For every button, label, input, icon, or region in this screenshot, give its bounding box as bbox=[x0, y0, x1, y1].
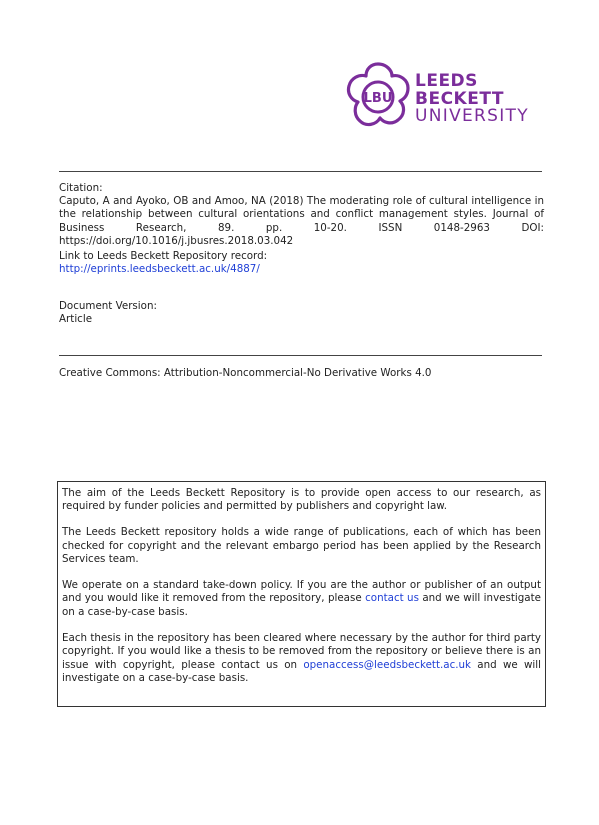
version-value: Article bbox=[59, 313, 93, 325]
notice-takedown-text-end: and we will investigate on a case-by-case basis. bbox=[62, 592, 541, 618]
rose-emblem-icon bbox=[342, 60, 414, 132]
university-logo bbox=[342, 60, 552, 132]
contact-us-link[interactable]: contact us bbox=[365, 592, 419, 605]
repository-notice-box bbox=[57, 481, 546, 707]
logo-monogram: LBU bbox=[363, 91, 393, 106]
notice-takedown-text: We operate on a standard take-down policy. If you are the author or publisher of an output and you would like it removed from the repository, please bbox=[62, 579, 541, 605]
citation-label: Citation: bbox=[59, 182, 103, 194]
middle-divider bbox=[59, 355, 542, 356]
repository-link[interactable]: http://eprints.leedsbeckett.ac.uk/4887/ bbox=[59, 263, 260, 275]
repository-label: Link to Leeds Beckett Repository record: bbox=[59, 250, 268, 262]
notice-paragraph-takedown bbox=[62, 579, 541, 619]
notice-paragraph-aim: The aim of the Leeds Beckett Repository is to provide open access to our research, as required by funder policies and permitted by publishers and copyright law. bbox=[62, 487, 541, 513]
logo-line-leeds: LEEDS bbox=[415, 71, 478, 91]
version-label: Document Version: bbox=[59, 300, 157, 312]
logo-line-beckett: BECKETT bbox=[415, 88, 504, 109]
logo-wordmark bbox=[415, 73, 529, 126]
top-divider bbox=[59, 171, 542, 172]
notice-paragraph-thesis bbox=[62, 632, 541, 686]
citation-text: Caputo, A and Ayoko, OB and Amoo, NA (2018) The moderating role of cultural intelligence in the relationship between cultural orientations and conflict management styles. Journal of Business Research, 89. pp. 10-20. ISSN 0148-2963 DOI: https://doi.org/10.1016/j.jbusres.2018.03.042 bbox=[59, 195, 544, 248]
notice-thesis-text-end: and we will investigate on a case-by-case basis. bbox=[62, 658, 542, 684]
license-text: Creative Commons: Attribution-Noncommercial-No Derivative Works 4.0 bbox=[59, 367, 432, 379]
notice-paragraph-holdings: The Leeds Beckett repository holds a wide range of publications, each of which has been checked for copyright and the relevant embargo period has been applied by the Research Services team. bbox=[62, 526, 541, 566]
logo-line-university: UNIVERSITY bbox=[415, 106, 529, 126]
openaccess-email-link[interactable]: openaccess@leedsbeckett.ac.uk bbox=[303, 658, 472, 671]
notice-thesis-text: Each thesis in the repository has been cleared where necessary by the author for third party copyright. If you would like a thesis to be removed from the repository or believe there is an issue with copyright, please contact us on bbox=[62, 631, 541, 671]
